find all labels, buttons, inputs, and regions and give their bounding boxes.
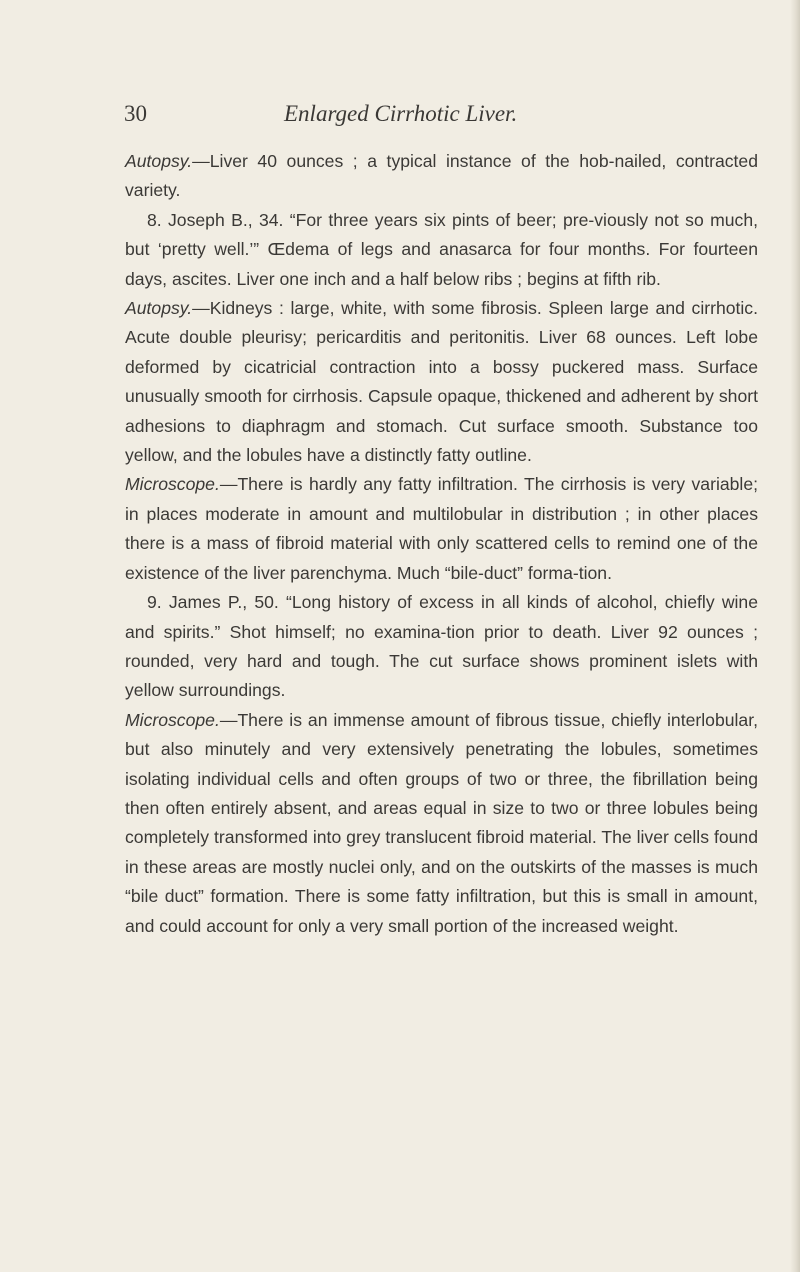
paragraph-lead: Autopsy.: [125, 298, 193, 319]
body-text: [125, 147, 758, 941]
paragraph-text: —There is an immense amount of fibrous tissue, chiefly interlobular, but also minutely and very extensively penetrating the lobules, sometimes isolating individual cells and often groups of two or three, the fibrillation being then often entirely absent, and areas equal in size to two or three lobules being completely transformed into grey translucent fibroid material. The liver cells found in these areas are mostly nuclei only, and on the outskirts of the masses is much “bile duct” formation. There is some fatty infiltration, but this is small in amount, and could account for only a very small portion of the increased weight.: [125, 709, 758, 936]
paragraph-microscope-8: [125, 470, 758, 588]
paragraph-text: 8. Joseph B., 34. “For three years six pints of beer; pre-viously not so much, but ‘pretty well.’” Œdema of legs and anasarca for four months. For fourteen days, ascites. Liver one inch and a half below ribs ; begins at fifth rib.: [125, 209, 758, 289]
paragraph-autopsy-8: [125, 294, 758, 470]
paragraph-lead: Microscope.: [125, 474, 220, 495]
running-head: [124, 101, 744, 127]
paragraph-lead: Microscope.: [125, 709, 220, 730]
running-title: Enlarged Cirrhotic Liver.: [284, 101, 518, 126]
paragraph-text: —There is hardly any fatty infiltration. The cirrhosis is very variable; in places moderate in amount and multilobular in distribution ; in other places there is a mass of fibroid material with only scattered cells to remind one of the existence of the liver parenchyma. Much “bile-duct” forma-tion.: [125, 474, 758, 583]
paragraph-autopsy-7: [125, 147, 758, 206]
paragraph-lead: Autopsy.: [125, 151, 193, 171]
paragraph-case-8: [125, 206, 758, 294]
paragraph-text: —Kidneys : large, white, with some fibrosis. Spleen large and cirrhotic. Acute double pleurisy; pericarditis and peritonitis. Liver 68 ounces. Left lobe deformed by cicatricial contraction into a bossy puckered mass. Surface unusually smooth for cirrhosis. Capsule opaque, thickened and adherent by short adhesions to diaphragm and stomach. Cut surface smooth. Substance too yellow, and the lobules have a distinctly fatty outline.: [125, 298, 758, 466]
paragraph-text: —Liver 40 ounces ; a typical instance of the hob-nailed, contracted variety.: [125, 151, 758, 201]
page-edge-shadow: [790, 0, 800, 1272]
paragraph-microscope-9: [125, 706, 758, 941]
paragraph-case-9: [125, 588, 758, 706]
paragraph-text: 9. James P., 50. “Long history of excess in all kinds of alcohol, chiefly wine and spirits.” Shot himself; no examina-tion prior to death. Liver 92 ounces ; rounded, very hard and tough. The cut surface shows prominent islets with yellow surroundings.: [125, 592, 758, 701]
page-number: 30: [124, 101, 147, 126]
